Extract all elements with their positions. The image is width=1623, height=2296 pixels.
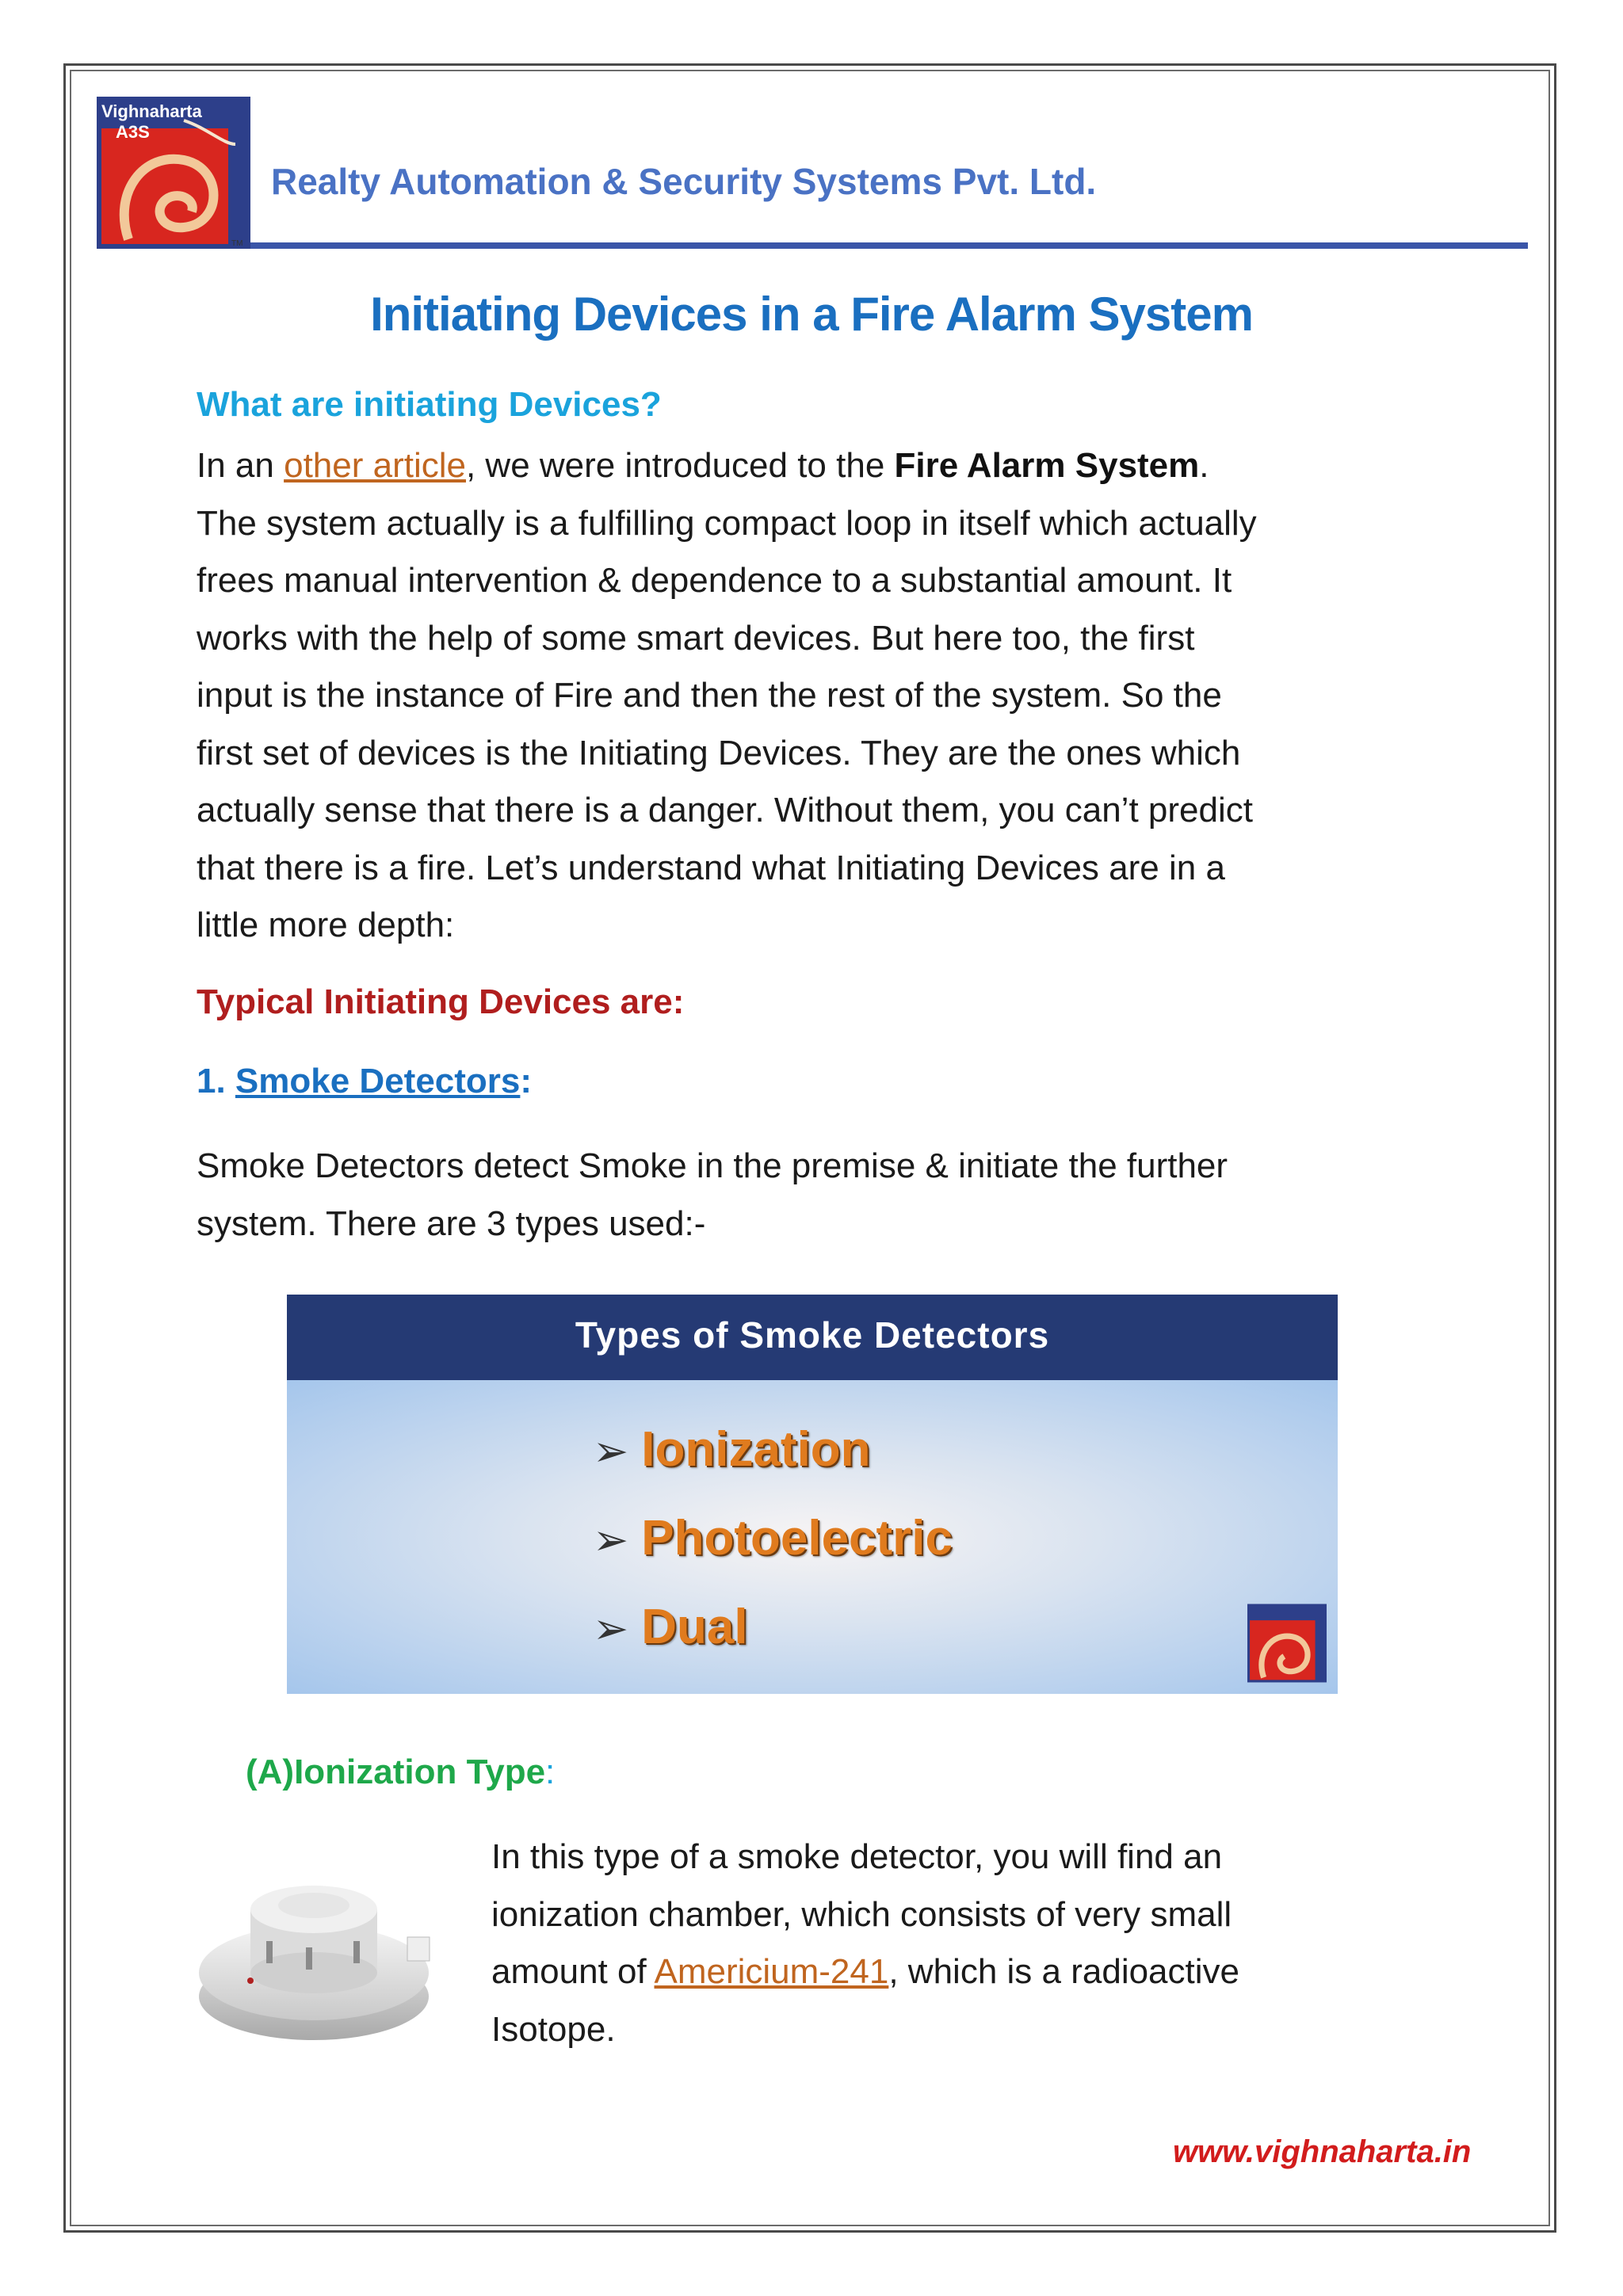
ionization-line: ionization chamber, which consists of very small [491, 1894, 1232, 1934]
banner-item-label: Photoelectric [641, 1511, 953, 1566]
website-link[interactable]: www.vighnaharta.in [1173, 2134, 1472, 2169]
smoke-number: 1. [197, 1062, 235, 1100]
smoke-paragraph [197, 1138, 1465, 1253]
banner-header [287, 1295, 1338, 1380]
banner-item-dual [593, 1599, 748, 1655]
ionization-heading [246, 1753, 555, 1792]
intro-text: . [1199, 446, 1209, 485]
intro-line: frees manual intervention & dependence to a substantial amount. It [197, 561, 1232, 600]
intro-line: The system actually is a fulfilling compact loop in itself which actually [197, 503, 1257, 543]
intro-text: , we were introduced to the [465, 446, 895, 485]
americium-link[interactable]: Americium-241 [654, 1952, 889, 1991]
smoke-detector-image [195, 1862, 433, 2044]
smoke-detectors-link[interactable]: Smoke Detectors [235, 1062, 521, 1100]
company-logo [97, 97, 250, 249]
ionization-text: , which is a radioactive [888, 1952, 1240, 1991]
intro-line: actually sense that there is a danger. Without them, you can’t predict [197, 791, 1253, 830]
page-title: Initiating Devices in a Fire Alarm System [370, 288, 1253, 341]
logo-text-mid: A3S [116, 122, 150, 142]
ionization-line-3 [491, 1943, 1442, 2001]
company-name: Realty Automation & Security Systems Pvt. Ltd. [271, 161, 1097, 202]
intro-text: In an [197, 446, 285, 485]
smoke-types-banner [287, 1295, 1338, 1694]
header-rule [250, 242, 1528, 249]
intro-line: little more depth: [197, 906, 455, 944]
smoke-detectors-heading [197, 1062, 532, 1101]
ionization-heading-text: (A)Ionization Type [246, 1753, 546, 1791]
intro-paragraph [197, 437, 1465, 955]
other-article-link[interactable]: other article [284, 446, 466, 485]
ionization-line: Isotope. [491, 2009, 616, 2049]
logo-text-top: Vighnaharta [101, 101, 202, 121]
initiating-question-heading: What are initiating Devices? [197, 385, 662, 424]
smoke-colon: : [520, 1062, 533, 1100]
banner-item-label: Dual [641, 1600, 748, 1654]
intro-line: that there is a fire. Let’s understand what Initiating Devices are in a [197, 848, 1225, 887]
banner-item-photoelectric [593, 1510, 953, 1566]
smoke-line: Smoke Detectors detect Smoke in the premise & initiate the further [197, 1146, 1228, 1185]
ionization-colon: : [545, 1753, 556, 1791]
banner-item-ionization [593, 1421, 871, 1478]
ionization-text: amount of [491, 1952, 655, 1991]
typical-devices-heading: Typical Initiating Devices are: [197, 982, 685, 1021]
fire-alarm-bold: Fire Alarm System [894, 446, 1200, 485]
ionization-line: In this type of a smoke detector, you will find an [491, 1837, 1223, 1876]
logo-tm: TM [231, 239, 243, 248]
intro-line: input is the instance of Fire and then the rest of the system. So the [197, 676, 1222, 715]
intro-line-1 [197, 437, 1465, 495]
arrow-icon: ➢ [593, 1605, 629, 1653]
banner-title: Types of Smoke Detectors [575, 1314, 1050, 1356]
smoke-line: system. There are 3 types used:- [197, 1203, 706, 1243]
ionization-paragraph [491, 1829, 1442, 2058]
banner-logo [1247, 1604, 1327, 1683]
arrow-icon: ➢ [593, 1428, 629, 1475]
banner-item-label: Ionization [641, 1422, 871, 1477]
intro-line: works with the help of some smart devices. But here too, the first [197, 618, 1195, 658]
intro-line: first set of devices is the Initiating Devices. They are the ones which [197, 733, 1241, 772]
arrow-icon: ➢ [593, 1516, 629, 1564]
